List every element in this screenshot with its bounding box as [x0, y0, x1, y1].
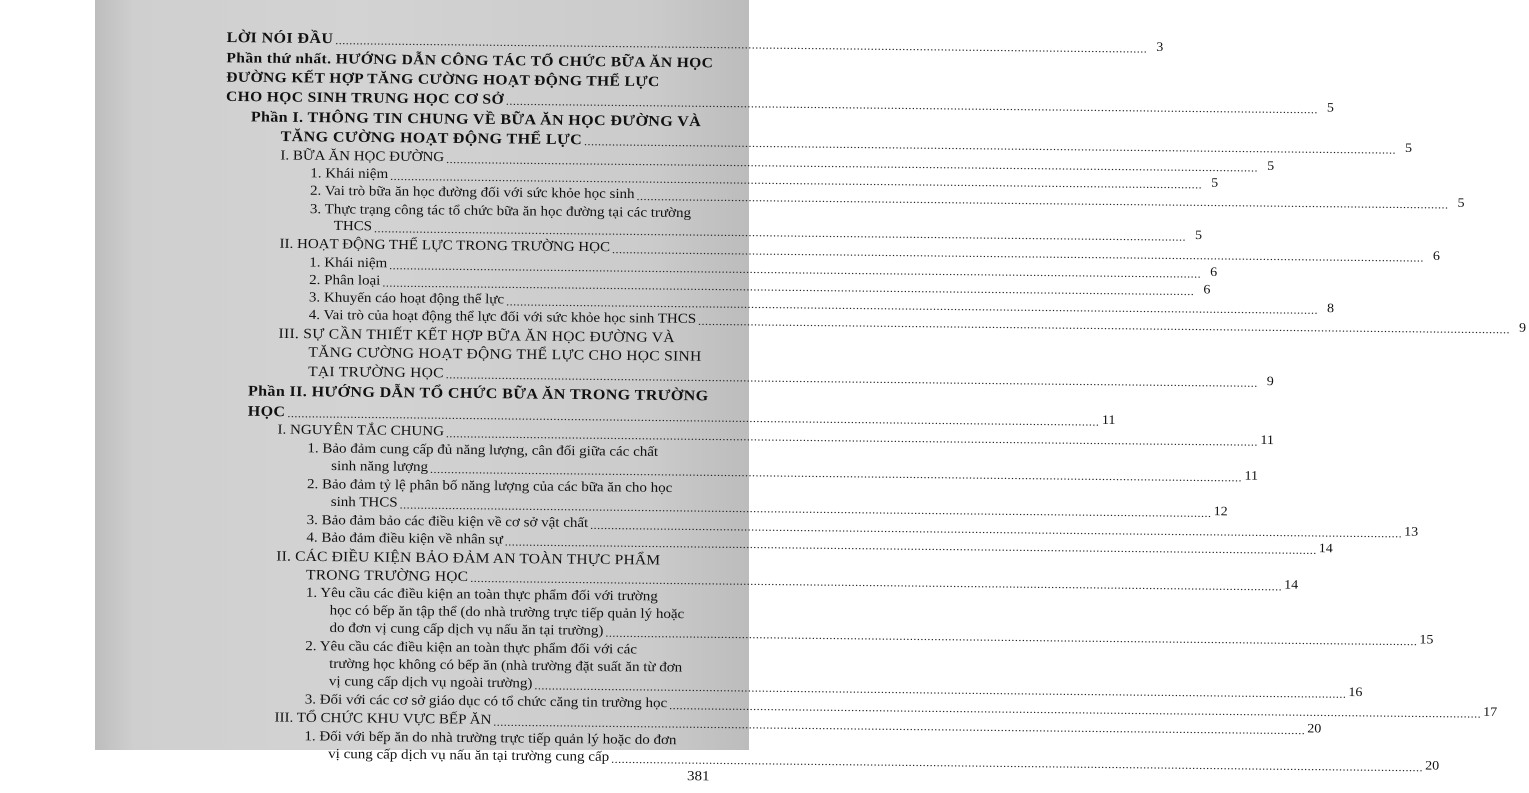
toc-entry-p2-1-4: 4. Bảo đảm điều kiện về nhân sự ..... 14 — [306, 531, 733, 551]
toc-entry-p2-3-1: vị cung cấp dịch vụ nấu ăn tại trường cung cấp ..... 20 — [328, 747, 731, 767]
toc-entry-preface: LỜI NÓI ĐẦU ..... 3 — [227, 30, 739, 51]
toc-entry-section-3-line2: TĂNG CƯỜNG HOẠT ĐỘNG THỂ LỰC CHO HỌC SINH — [308, 344, 702, 365]
toc-entry-1-3: THCS ..... 5 — [334, 219, 737, 239]
part-i-title-line1: Phần I. THÔNG TIN CHUNG VỀ BỮA ĂN HỌC ĐƯỜNG VÀ — [250, 109, 702, 130]
toc-entry-p2-3-1-line1: 1. Đối với bếp ăn do nhà trường trực tiếp quản lý hoặc do đơn — [304, 729, 677, 748]
toc-entry-part-one: CHO HỌC SINH TRUNG HỌC CƠ SỞ ..... 5 — [226, 89, 738, 110]
toc-page-continued — [219, 0, 747, 755]
toc-entry-section-2: II. HOẠT ĐỘNG THỂ LỰC TRONG TRƯỜNG HỌC ..... 6 — [279, 237, 736, 257]
toc-entry-2-3: 3. Khuyến cáo hoạt động thể lực ..... 8 — [309, 290, 736, 310]
toc-entry-1-3-line1: 3. Thực trạng công tác tổ chức bữa ăn học đường tại các trường — [309, 202, 692, 221]
toc-entry-p2-1-2-line1: 2. Bảo đảm tỷ lệ phân bố năng lượng của các bữa ăn cho học — [306, 477, 673, 496]
part-ii-title-line1: Phần II. HƯỚNG DẪN TỔ CHỨC BỮA ĂN TRONG TRƯỜNG — [247, 383, 709, 405]
toc-entry-p2-section-1: I. NGUYÊN TẮC CHUNG ..... 11 — [277, 423, 734, 443]
toc-entry-1-1: 1. Khái niệm ..... 5 — [310, 166, 737, 186]
part-one-title-line1: Phần thứ nhất. HƯỚNG DẪN CÔNG TÁC TỔ CHỨC BỮA ĂN HỌC — [226, 50, 714, 72]
toc-entry-p2-1-1: sinh năng lượng ..... 11 — [331, 459, 734, 479]
toc-entry-2-1: 1. Khái niệm ..... 6 — [309, 255, 736, 275]
toc-entry-p2-2-1-line2: học có bếp ăn tập thể (do nhà trường trực tiếp quản lý hoặc — [329, 603, 685, 622]
toc-entry-section-1: I. BỮA ĂN HỌC ĐƯỜNG ..... 5 — [280, 148, 737, 168]
toc-entry-p2-section-2: TRONG TRƯỜNG HỌC ..... 14 — [306, 567, 733, 587]
toc-entry-section-3: TẠI TRƯỜNG HỌC ..... 9 — [308, 364, 735, 384]
part-one-title-line2: ĐƯỜNG KẾT HỢP TĂNG CƯỜNG HOẠT ĐỘNG THỂ LỰC — [226, 69, 660, 90]
toc-entry-p2-section-3: III. TỔ CHỨC KHU VỰC BẾP ĂN ..... 20 — [274, 710, 731, 730]
toc-entry-2-4: 4. Vai trò của hoạt động thể lực đối với sức khỏe học sinh THCS ..... 9 — [309, 308, 736, 328]
toc-entry-p2-2-1: do đơn vị cung cấp dịch vụ nấu ăn tại trường) ..... 15 — [329, 621, 732, 641]
toc-entry-p2-2-2-line1: 2. Yêu cầu các điều kiện an toàn thực phẩm đối với các — [305, 639, 638, 658]
toc-entry-p2-2-2-line2: trường học không có bếp ăn (nhà trường đặt suất ăn từ đơn — [329, 656, 683, 676]
toc-entry-p2-2-3: 3. Đối với các cơ sở giáo dục có tổ chức căng tin trường học ..... 17 — [305, 692, 732, 712]
toc-entry-p2-section-2-line1: II. CÁC ĐIỀU KIỆN BẢO ĐẢM AN TOÀN THỰC PHẨM — [276, 548, 661, 569]
toc-entry-p2-1-2: sinh THCS ..... 12 — [331, 495, 734, 515]
page-number: 381 — [686, 769, 710, 785]
toc-entry-section-3-line1: III. SỰ CẦN THIẾT KẾT HỢP BỮA ĂN HỌC ĐƯỜNG VÀ — [278, 325, 675, 346]
toc-entry-p2-2-2: vị cung cấp dịch vụ ngoài trường) ..... 16 — [329, 674, 732, 694]
toc-entry-part-ii: HỌC ..... 11 — [248, 404, 735, 425]
toc-entry-2-2: 2. Phân loại ..... 6 — [309, 273, 736, 293]
toc-entry-p2-2-1-line1: 1. Yêu cầu các điều kiện an toàn thực phẩm đối với trường — [305, 585, 658, 605]
toc-entry-1-2: 2. Vai trò bữa ăn học đường đối với sức khỏe học sinh ..... 5 — [310, 184, 737, 204]
toc-entry-part-i: TĂNG CƯỜNG HOẠT ĐỘNG THỂ LỰC ..... 5 — [281, 129, 738, 149]
toc-entry-p2-1-1-line1: 1. Bảo đảm cung cấp đủ năng lượng, cân đối giữa các chất — [307, 441, 659, 460]
toc-entry-p2-1-3: 3. Bảo đảm bảo các điều kiện về cơ sở vật chất ..... 13 — [307, 513, 734, 533]
